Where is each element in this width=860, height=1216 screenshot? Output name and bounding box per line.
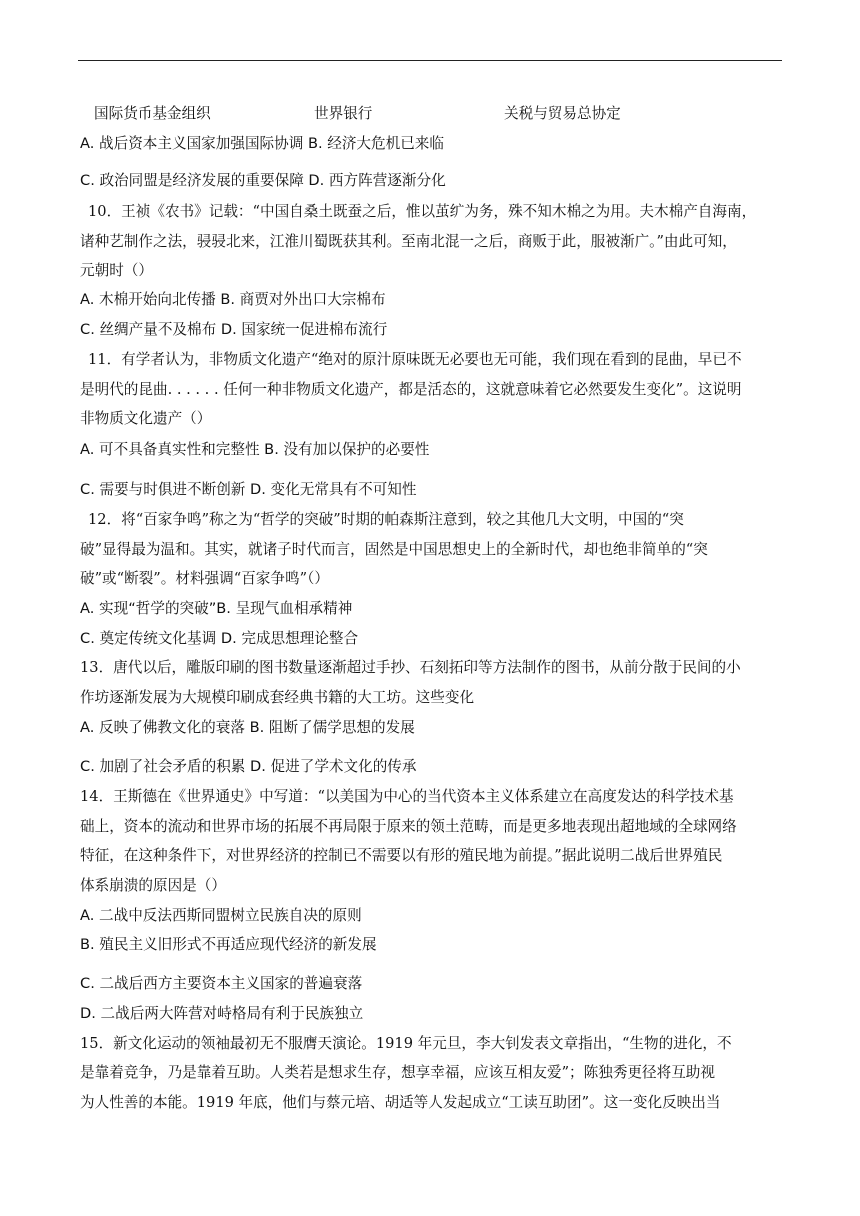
q14-stem-line3: 特征，在这种条件下，对世界经济的控制已不需要以有形的殖民地为前提。”据此说明二战后世界殖民 [80,847,723,864]
q9-options-ab: A. 战后资本主义国家加强国际协调 B. 经济大危机已来临 [80,135,444,152]
q10-options-cd: C. 丝绸产量不及棉布 D. 国家统一促进棉布流行 [80,321,388,338]
q15-stem-line3: 为人性善的本能。1919 年底，他们与蔡元培、胡适等人发起成立“工读互助团”。这一变化反映出当 [80,1094,721,1111]
q12-stem-line3: 破”或“断裂”。材料强调“百家争鸣”（） [80,570,329,587]
org-imf: 国际货币基金组织 [94,105,211,122]
q13-options-ab: A. 反映了佛教文化的衰落 B. 阻断了儒学思想的发展 [80,719,415,736]
q10-stem-line3: 元朝时（） [80,262,153,279]
q10-stem-line2: 诸种艺制作之法，骎骎北来，江淮川蜀既获其利。至南北混一之后，商贩于此，服被渐广。”由此可知， [80,233,737,250]
q15-stem-line1: 15．新文化运动的领袖最初无不服膺天演论。1919 年元旦，李大钊发表文章指出，“生物的进化，不 [80,1035,732,1052]
q14-option-c: C. 二战后西方主要资本主义国家的普遍衰落 [80,975,363,992]
q10-stem-line1: 10．王祯《农书》记载：“中国自桑土既蚕之后，惟以茧纩为务，殊不知木棉之为用。夫木棉产自海南， [88,203,757,220]
q10-options-ab: A. 木棉开始向北传播 B. 商贾对外出口大宗棉布 [80,291,386,308]
header-rule [78,60,782,61]
q15-stem-line2: 是靠着竞争，乃是靠着互助。人类若是想求生存，想享幸福，应该互相友爱”；陈独秀更径将互助视 [80,1064,715,1081]
q11-stem-line2: 是明代的昆曲. . . . . . 任何一种非物质文化遗产，都是活态的，这就意味着它必然要发生变化”。这说明 [80,381,742,398]
q13-stem-line1: 13．唐代以后，雕版印刷的图书数量逐渐超过手抄、石刻拓印等方法制作的图书，从前分散于民间的小 [80,659,741,676]
q13-options-cd: C. 加剧了社会矛盾的积累 D. 促进了学术文化的传承 [80,758,417,775]
q14-option-d: D. 二战后两大阵营对峙格局有利于民族独立 [80,1005,364,1022]
q11-options-ab: A. 可不具备真实性和完整性 B. 没有加以保护的必要性 [80,441,430,458]
q14-option-b: B. 殖民主义旧形式不再适应现代经济的新发展 [80,936,377,953]
org-world-bank: 世界银行 [314,105,373,122]
org-gatt: 关税与贸易总协定 [504,105,621,122]
q12-stem-line2: 破”显得最为温和。其实，就诸子时代而言，固然是中国思想史上的全新时代，却也绝非简单的“突 [80,541,708,558]
q12-stem-line1: 12．将“百家争鸣”称之为“哲学的突破”时期的帕森斯注意到，较之其他几大文明，中国的“突 [88,511,684,528]
q11-stem-line1: 11．有学者认为，非物质文化遗产“绝对的原汁原味既无必要也无可能，我们现在看到的昆曲，早已不 [88,351,742,368]
q9-options-cd: C. 政治同盟是经济发展的重要保障 D. 西方阵营逐渐分化 [80,172,446,189]
q12-options-ab: A. 实现“哲学的突破”B. 呈现气血相承精神 [80,600,353,617]
q14-stem-line2: 础上，资本的流动和世界市场的拓展不再局限于原来的领土范畴，而是更多地表现出超地域的全球网络 [80,818,737,835]
q11-stem-line3: 非物质文化遗产（） [80,410,212,427]
q14-stem-line4: 体系崩溃的原因是（） [80,877,226,894]
q12-options-cd: C. 奠定传统文化基调 D. 完成思想理论整合 [80,630,359,647]
q14-stem-line1: 14．王斯德在《世界通史》中写道：“以美国为中心的当代资本主义体系建立在高度发达的科学技术基 [80,788,734,805]
q11-options-cd: C. 需要与时俱进不断创新 D. 变化无常具有不可知性 [80,481,417,498]
q14-option-a: A. 二战中反法西斯同盟树立民族自决的原则 [80,907,362,924]
q13-stem-line2: 作坊逐渐发展为大规模印刷成套经典书籍的大工坊。这些变化 [80,689,475,706]
